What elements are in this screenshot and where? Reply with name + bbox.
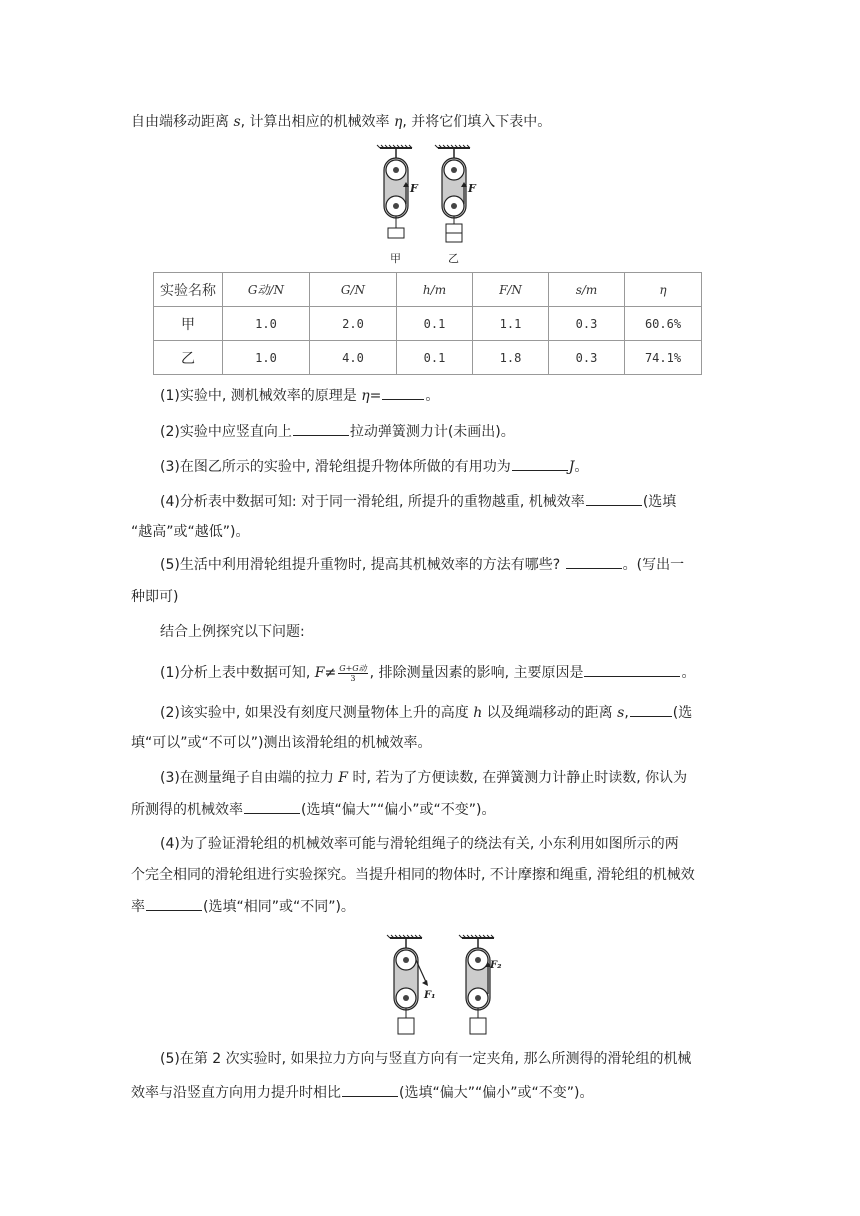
var-eta: η [361, 388, 370, 404]
neq-sign: ≠ [324, 665, 337, 681]
answer-blank[interactable] [566, 554, 622, 569]
question-text: 拉动弹簧测力计(未画出)。 [349, 424, 515, 440]
intro-line [131, 112, 551, 132]
var-f: F [314, 665, 325, 681]
unit-j: J [568, 459, 575, 475]
answer-blank[interactable] [146, 896, 202, 911]
question-text: (3)在图乙所示的实验中, 滑轮组提升物体所做的有用功为 [160, 459, 511, 475]
intro-text: 自由端移动距离 [131, 114, 234, 130]
pulley-system-f1 [387, 935, 428, 1034]
question-text: (选填“相同”或“不同”)。 [203, 899, 355, 915]
question-text: (3)在测量绳子自由端的拉力 [160, 770, 339, 786]
intro-text: , 计算出相应的机械效率 [240, 114, 394, 130]
answer-blank[interactable] [342, 1082, 398, 1097]
table-header: G动/N [223, 273, 310, 307]
problem-4-cont [131, 896, 355, 917]
table-header: F/N [473, 273, 549, 307]
question-3 [160, 456, 588, 477]
answer-blank[interactable] [512, 456, 568, 471]
pulley-system-yi [435, 145, 470, 242]
question-text: (1)实验中, 测机械效率的原理是 [160, 388, 362, 404]
question-1 [160, 385, 439, 406]
question-text: = [369, 388, 382, 404]
question-text: (选填“偏大”“偏小”或“不变”)。 [399, 1085, 594, 1101]
question-text: (5)生活中利用滑轮组提升重物时, 提高其机械效率的方法有哪些? [160, 557, 565, 573]
question-text: (选填 [642, 494, 677, 510]
pulley-system-f2 [459, 935, 494, 1034]
question-2 [160, 421, 515, 442]
question-text: , 排除测量因素的影响, 主要原因是 [369, 665, 584, 681]
fraction-denominator: 3 [350, 673, 356, 683]
table-header-row [154, 273, 702, 307]
table-cell: 2.0 [310, 307, 397, 341]
table-header: s/m [549, 273, 625, 307]
fraction-numerator: G+G动 [339, 663, 367, 673]
question-text: (选填“偏大”“偏小”或“不变”)。 [301, 802, 496, 818]
var-s: s [233, 114, 241, 130]
table-cell: 1.8 [473, 341, 549, 375]
table-cell: 1.0 [223, 341, 310, 375]
question-text: 所测得的机械效率 [131, 802, 243, 818]
table-cell: 0.3 [549, 307, 625, 341]
table-cell: 60.6% [625, 307, 702, 341]
question-text: 。 [574, 459, 589, 475]
force-label-f: F [468, 182, 476, 195]
force-label-f1: F₁ [424, 990, 436, 1001]
problem-5-cont [131, 1082, 593, 1103]
pulley-figure-1 [370, 144, 490, 268]
question-text: (选 [672, 705, 693, 721]
section-heading: 结合上例探究以下问题: [160, 624, 305, 640]
problem-3 [160, 768, 687, 788]
question-text: 。 [425, 388, 440, 404]
question-text: (2)实验中应竖直向上 [160, 424, 292, 440]
table-cell: 0.3 [549, 341, 625, 375]
answer-blank[interactable] [630, 702, 672, 717]
problem-4: (4)为了验证滑轮组的机械效率可能与滑轮组绳子的绕法有关, 小东利用如图所示的两 [160, 836, 679, 852]
question-5-cont: 种即可) [131, 589, 179, 605]
question-text: (1)分析上表中数据可知, [160, 665, 315, 681]
force-label-f: F [410, 182, 418, 195]
question-5 [160, 554, 684, 575]
answer-blank[interactable] [293, 421, 349, 436]
table-header: G/N [310, 273, 397, 307]
question-text: 。 [681, 665, 696, 681]
problem-3-cont [131, 799, 495, 820]
question-text: 时, 若为了方便读数, 在弹簧测力计静止时读数, 你认为 [348, 770, 688, 786]
label-jia: 甲 [390, 252, 401, 265]
table-cell: 0.1 [397, 307, 473, 341]
problem-1 [160, 662, 695, 683]
pulley-figure-2 [384, 934, 508, 1040]
answer-blank[interactable] [244, 799, 300, 814]
question-text: , [624, 705, 629, 721]
data-table [153, 272, 702, 375]
problem-2-cont: 填“可以”或“不可以”)测出该滑轮组的机械效率。 [131, 735, 432, 751]
table-cell: 74.1% [625, 341, 702, 375]
question-text: 率 [131, 899, 145, 915]
answer-blank[interactable] [586, 491, 642, 506]
question-text: 效率与沿竖直方向用力提升时相比 [131, 1085, 341, 1101]
table-row [154, 307, 702, 341]
answer-blank[interactable] [382, 385, 424, 400]
table-cell: 4.0 [310, 341, 397, 375]
question-text: (4)分析表中数据可知: 对于同一滑轮组, 所提升的重物越重, 机械效率 [160, 494, 585, 510]
var-s: s [617, 705, 625, 721]
table-row [154, 341, 702, 375]
table-cell: 甲 [154, 307, 223, 341]
label-yi: 乙 [448, 252, 459, 265]
question-text: (2)该实验中, 如果没有刻度尺测量物体上升的高度 [160, 705, 474, 721]
question-text: 。(写出一 [622, 557, 685, 573]
fraction [338, 664, 367, 683]
question-4-cont: “越高”或“越低”)。 [131, 524, 250, 540]
var-f: F [338, 770, 348, 786]
force-label-f2: F₂ [490, 960, 502, 971]
table-header: h/m [397, 273, 473, 307]
table-header: η [625, 273, 702, 307]
table-cell: 1.1 [473, 307, 549, 341]
answer-blank[interactable] [584, 662, 680, 677]
question-text: 以及绳端移动的距离 [482, 705, 618, 721]
var-eta: η [394, 114, 403, 130]
intro-text: , 并将它们填入下表中。 [402, 114, 552, 130]
problem-2 [160, 702, 692, 723]
table-header: 实验名称 [154, 273, 223, 307]
problem-5: (5)在第 2 次实验时, 如果拉力方向与竖直方向有一定夹角, 那么所测得的滑轮组的机械 [160, 1051, 692, 1067]
problem-4-cont: 个完全相同的滑轮组进行实验探究。当提升相同的物体时, 不计摩擦和绳重, 滑轮组的机械效 [131, 867, 695, 883]
question-4 [160, 491, 676, 512]
var-h: h [473, 705, 483, 721]
table-cell: 乙 [154, 341, 223, 375]
pulley-system-jia [377, 145, 412, 238]
table-cell: 1.0 [223, 307, 310, 341]
table-cell: 0.1 [397, 341, 473, 375]
